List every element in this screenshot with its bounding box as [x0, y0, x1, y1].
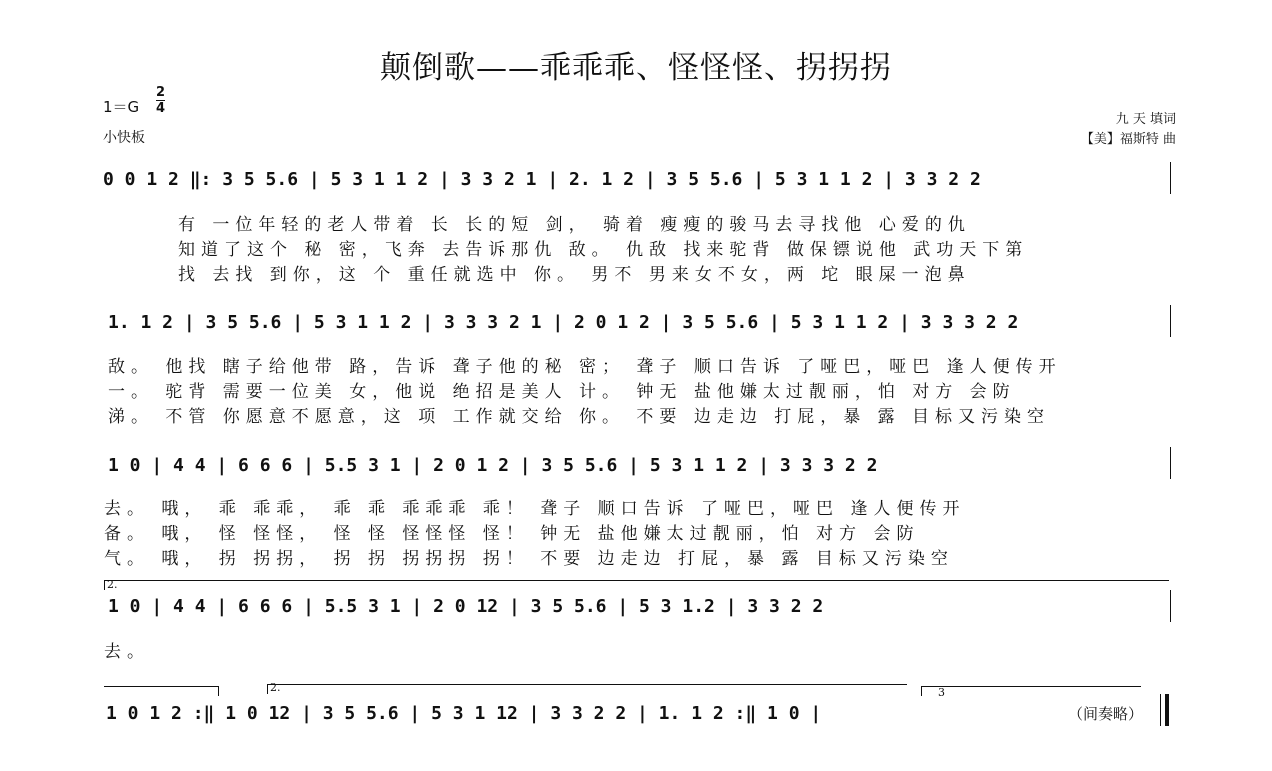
composer-credit: 【美】福斯特 曲: [1080, 132, 1176, 147]
volta-2b-bracket-edge: [267, 684, 268, 694]
page-title: 颠倒歌——乖乖乖、怪怪怪、拐拐拐: [380, 50, 892, 86]
time-sig-top: 2: [156, 85, 166, 100]
volta-2-bracket-edge: [104, 580, 105, 590]
system-4-notes: 1 0 | 4 4 | 6 6 6 | 5.5 3 1 | 2 0 12 | 3 5 5.6 | 5 3 1.2 | 3 3 2 2: [108, 596, 824, 617]
time-signature: [156, 86, 165, 115]
volta-1-bracket-edge: [218, 686, 219, 696]
system-2-notes: 1. 1 2 | 3 5 5.6 | 5 3 1 1 2 | 3 3 3 2 1 | 2 0 1 2 | 3 5 5.6 | 5 3 1 1 2 | 3 3 3 2 2: [108, 312, 1019, 333]
system-4-lyric: 去。: [104, 642, 150, 662]
system-1-end-barline: [1170, 162, 1171, 194]
system-1-lyric-verse-3: 找 去找 到你，这 个 重任就选中 你。 男不 男来女不女，两 坨 眼屎一泡鼻: [178, 265, 971, 285]
volta-2-bracket: [104, 580, 1169, 581]
volta-3-bracket-edge: [921, 686, 922, 696]
system-2-end-barline: [1170, 305, 1171, 337]
system-1-lyric-verse-2: 知道了这个 秘 密，飞奔 去告诉那仇 敌。 仇敌 找来驼背 做保镖说他 武功天下第: [178, 240, 1029, 260]
system-5-notes: 1 0 1 2 :‖ 1 0 12 | 3 5 5.6 | 5 3 1 12 | 3 3 2 2 | 1. 1 2 :‖ 1 0 |: [106, 703, 822, 724]
volta-1-bracket: [104, 686, 218, 687]
final-barline-thin: [1160, 694, 1161, 726]
volta-3-label: 3: [938, 686, 945, 699]
system-1-notes: 0 0 1 2 ‖: 3 5 5.6 | 5 3 1 1 2 | 3 3 2 1 | 2. 1 2 | 3 5 5.6 | 5 3 1 1 2 | 3 3 2 2: [103, 169, 981, 190]
volta-2-label: 2.: [107, 578, 118, 591]
volta-2b-label: 2.: [270, 681, 281, 694]
system-3-end-barline: [1170, 447, 1171, 479]
system-3-lyric-verse-2: 备。 哦， 怪 怪怪， 怪 怪 怪怪怪 怪！ 钟无 盐他嫌太过靓丽，怕 对方 会防: [104, 524, 920, 544]
time-sig-bottom: 4: [156, 101, 166, 116]
key-signature: 1＝G: [103, 98, 140, 116]
system-2-lyric-verse-2: 一。 驼背 需要一位美 女，他说 绝招是美人 计。 钟无 盐他嫌太过靓丽，怕 对方 会防: [108, 382, 1016, 402]
system-1-lyric-verse-1: 有 一位年轻的老人带着 长 长的短 剑， 骑着 瘦瘦的骏马去寻找他 心爱的仇: [178, 215, 971, 235]
volta-3-bracket: [921, 686, 1141, 687]
system-4-end-barline: [1170, 590, 1171, 622]
volta-2b-bracket: [267, 684, 907, 685]
tempo-marking: 小快板: [103, 130, 145, 146]
system-3-lyric-verse-3: 气。 哦， 拐 拐拐， 拐 拐 拐拐拐 拐！ 不要 边走边 打屁，暴 露 目标又污染空: [104, 549, 954, 569]
system-2-lyric-verse-1: 敌。 他找 瞎子给他带 路，告诉 聋子他的秘 密； 聋子 顺口告诉 了哑巴，哑巴 逢人便传开: [108, 357, 1062, 377]
system-3-lyric-verse-1: 去。 哦， 乖 乖乖， 乖 乖 乖乖乖 乖！ 聋子 顺口告诉 了哑巴，哑巴 逢人便传开: [104, 499, 966, 519]
system-2-lyric-verse-3: 涕。 不管 你愿意不愿意，这 项 工作就交给 你。 不要 边走边 打屁，暴 露 目标又污染空: [108, 407, 1051, 427]
system-3-notes: 1 0 | 4 4 | 6 6 6 | 5.5 3 1 | 2 0 1 2 | 3 5 5.6 | 5 3 1 1 2 | 3 3 3 2 2: [108, 455, 878, 476]
lyricist-credit: 九 天 填词: [1115, 112, 1176, 127]
final-barline-thick: [1165, 694, 1169, 726]
interlude-note: （间奏略）: [1068, 705, 1144, 723]
